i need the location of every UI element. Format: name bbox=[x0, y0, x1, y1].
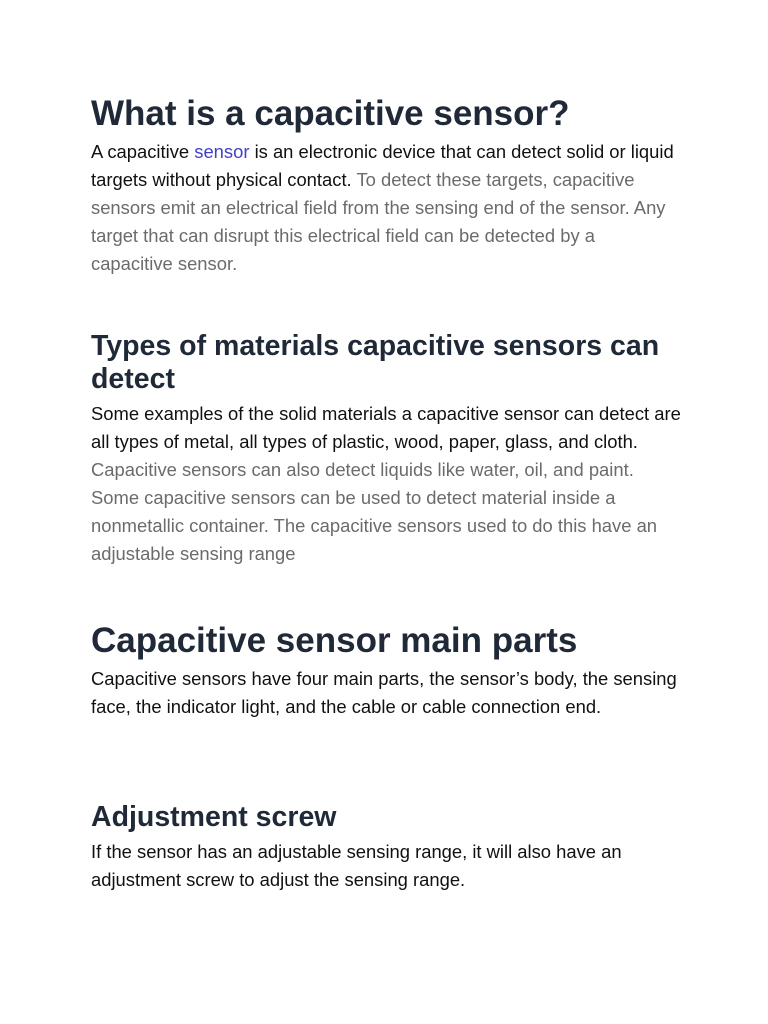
paragraph-text: Some examples of the solid materials a capacitive sensor can detect are all types of metal, all types of plastic, wood, paper, glass, and cloth. bbox=[91, 403, 681, 452]
section-heading-main-parts: Capacitive sensor main parts bbox=[91, 621, 578, 660]
section-paragraph-adjustment-screw: If the sensor has an adjustable sensing range, it will also have an adjustment screw to adjust the sensing range. bbox=[91, 841, 622, 890]
section-heading-types-of-materials: Types of materials capacitive sensors can detect bbox=[91, 330, 660, 395]
section-paragraph-types-of-materials bbox=[91, 400, 681, 568]
section-heading-what-is-capacitive-sensor: What is a capacitive sensor? bbox=[91, 94, 570, 133]
paragraph-text: is an electronic device that can detect solid or liquid targets without physical contact. bbox=[91, 141, 674, 190]
section-heading-adjustment-screw: Adjustment screw bbox=[91, 801, 337, 833]
paragraph-muted-text: Capacitive sensors can also detect liquids like water, oil, and paint. Some capacitive sensors can be used to detect material inside a nonmetallic container. The capacitive sensors used to do this have an adjustable sensing range bbox=[91, 459, 658, 564]
section-paragraph-what-is-capacitive-sensor bbox=[91, 138, 681, 278]
paragraph-text: A capacitive bbox=[91, 141, 195, 162]
paragraph-muted-text: To detect these targets, capacitive sensors emit an electrical field from the sensing end of the sensor. Any target that can disrupt this electrical field can be detected by a capacitive sensor. bbox=[91, 169, 666, 274]
sensor-link[interactable]: sensor bbox=[194, 141, 250, 162]
section-paragraph-main-parts: Capacitive sensors have four main parts, the sensor’s body, the sensing face, the indicator light, and the cable or cable connection end. bbox=[91, 668, 677, 717]
